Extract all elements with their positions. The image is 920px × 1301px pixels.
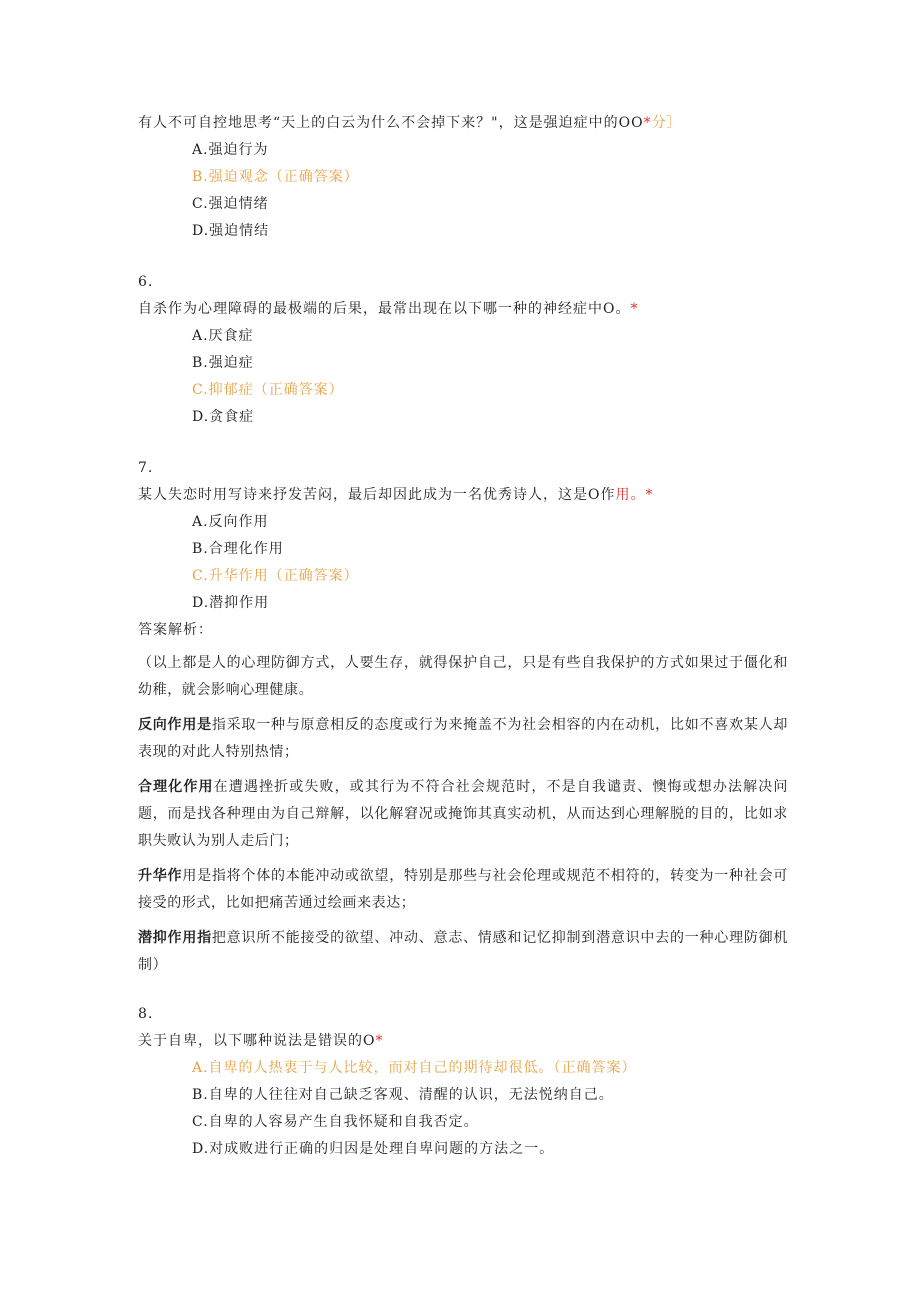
analysis-term: 合理化作用 [138, 779, 214, 795]
quiz-document [138, 110, 788, 1163]
option-c: C.自卑的人容易产生自我怀疑和自我否定。 [192, 1114, 479, 1130]
required-star: * [643, 115, 652, 131]
option-d: D.强迫情结 [192, 223, 270, 239]
option-a: A.厌食症 [192, 328, 254, 344]
analysis-item-reaction-formation [138, 712, 788, 766]
analysis-term: 反向作用是 [138, 717, 212, 733]
option-d: D.贪食症 [192, 409, 255, 425]
analysis-text: 用是指将个体的本能冲动或欲望，特别是那些与社会伦理或规范不相符的，转变为一种社会可接受的形式，比如把痛苦通过绘画来表达； [138, 868, 788, 911]
option-c-correct: C.升华作用（正确答案） [192, 568, 359, 584]
question-6-stem [138, 296, 788, 323]
question-8-stem [138, 1028, 788, 1055]
analysis-item-rationalization [138, 774, 788, 855]
option-c-correct: C.抑郁症（正确答案） [192, 382, 344, 398]
score-suffix: 分］ [651, 115, 682, 131]
question-stem-text: 自杀作为心理障碍的最极端的后果，最常出现在以下哪一种的神经症中O。 [138, 301, 631, 317]
analysis-item-repression [138, 925, 788, 979]
option-b: B.强迫症 [192, 355, 254, 371]
question-5-stem [138, 110, 788, 137]
stem-red-tail: 用。 [615, 487, 646, 503]
question-8-number: 8. [138, 1006, 154, 1022]
question-stem-text: 关于自卑，以下哪种说法是错误的O [138, 1033, 376, 1049]
option-b: B.自卑的人往往对自己缺乏客观、清醒的认识，无法悦纳自己。 [192, 1087, 614, 1103]
analysis-term: 潜抑作用指 [138, 930, 212, 946]
analysis-term: 升华作 [138, 868, 183, 884]
question-6-number: 6. [138, 274, 154, 290]
option-a: A.强迫行为 [192, 142, 269, 158]
option-d: D.潜抑作用 [192, 595, 270, 611]
analysis-body [138, 650, 788, 979]
analysis-label: 答案解析： [138, 622, 213, 638]
option-c: C.强迫情绪 [192, 196, 269, 212]
analysis-intro: （以上都是人的心理防御方式，人要生存，就得保护自己，只是有些自我保护的方式如果过于僵化和幼稚，就会影响心理健康。 [138, 655, 788, 698]
option-b: B.合理化作用 [192, 541, 284, 557]
analysis-text: 把意识所不能接受的欲望、冲动、意志、情感和记忆抑制到潜意识中去的一种心理防御机制） [138, 930, 788, 973]
required-star: * [375, 1033, 384, 1049]
question-7-number: 7. [138, 460, 154, 476]
option-d: D.对成败进行正确的归因是处理自卑问题的方法之一。 [192, 1141, 555, 1157]
analysis-text: 指采取一种与原意相反的态度或行为来掩盖不为社会相容的内在动机，比如不喜欢某人却表现的对此人特别热情； [138, 717, 788, 760]
required-star: * [645, 487, 654, 503]
question-7-stem [138, 482, 788, 509]
question-stem-text: 有人不可自控地思考“天上的白云为什么不会掉下来？"，这是强迫症中的OO [138, 115, 644, 131]
question-stem-text: 某人失恋时用写诗来抒发苦闷，最后却因此成为一名优秀诗人，这是O作 [138, 487, 616, 503]
analysis-text: 在遭遇挫折或失败，或其行为不符合社会规范时，不是自我谴责、懊悔或想办法解决问题，而是找各种理由为自己辩解，以化解窘况或掩饰其真实动机，从而达到心理解脱的目的，比如求职失败认为别人走后门； [138, 779, 788, 849]
required-star: * [630, 301, 639, 317]
option-b-correct: B.强迫观念（正确答案） [192, 169, 359, 185]
option-a: A.反向作用 [192, 514, 269, 530]
option-a-correct: A.自卑的人热衷于与人比较，而对自己的期待却很低。（正确答案） [192, 1060, 637, 1076]
analysis-item-sublimation [138, 863, 788, 917]
